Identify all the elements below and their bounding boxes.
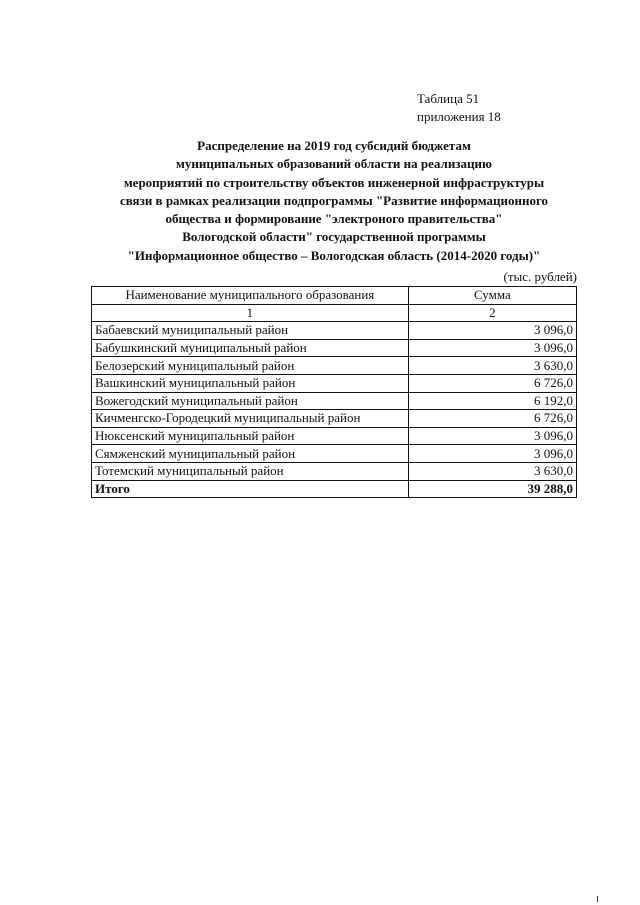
municipality-name: Вашкинский муниципальный район (92, 374, 409, 392)
subsidy-amount: 3 096,0 (408, 322, 576, 340)
title-line: связи в рамках реализации подпрограммы "Развитие информационного (119, 192, 549, 208)
table-row (92, 427, 577, 445)
subsidy-amount: 3 096,0 (408, 445, 576, 463)
subsidy-amount: 3 630,0 (408, 462, 576, 480)
subsidy-amount: 3 096,0 (408, 427, 576, 445)
title-line: Вологодской области" государственной программы (182, 229, 486, 245)
table-row (92, 322, 577, 340)
title-line: "Информационное общество – Вологодская область (2014-2020 годы)" (127, 247, 541, 263)
subsidy-amount: 6 726,0 (408, 374, 576, 392)
table-row (92, 462, 577, 480)
column-number-row (92, 304, 577, 322)
municipality-name: Тотемский муниципальный район (92, 462, 409, 480)
total-amount: 39 288,0 (408, 480, 576, 498)
title-line: муниципальных образований области на реализацию (176, 156, 492, 172)
table-row (92, 339, 577, 357)
header-municipality: Наименование муниципального образования (92, 287, 409, 305)
subsidy-table (91, 286, 577, 498)
municipality-name: Бабаевский муниципальный район (92, 322, 409, 340)
scan-artifact (597, 896, 598, 902)
municipality-name: Вожегодский муниципальный район (92, 392, 409, 410)
table-row (92, 374, 577, 392)
municipality-name: Нюксенский муниципальный район (92, 427, 409, 445)
appendix-number: приложения 18 (417, 109, 501, 124)
subsidy-amount: 6 726,0 (408, 410, 576, 428)
total-row (92, 480, 577, 498)
header-sum: Сумма (408, 287, 576, 305)
table-number: Таблица 51 (417, 91, 480, 106)
municipality-name: Бабушкинский муниципальный район (92, 339, 409, 357)
title-line: Распределение на 2019 год субсидий бюджетам (197, 138, 471, 153)
column-number: 2 (408, 304, 576, 322)
document-title (80, 137, 588, 265)
table-row (92, 357, 577, 375)
municipality-name: Кичменгско-Городецкий муниципальный район (92, 410, 409, 428)
table-row (92, 410, 577, 428)
units-label: (тыс. рублей) (503, 269, 577, 284)
municipality-name: Белозерский муниципальный район (92, 357, 409, 375)
table-reference (417, 90, 501, 126)
subsidy-amount: 6 192,0 (408, 392, 576, 410)
subsidy-amount: 3 630,0 (408, 357, 576, 375)
total-label: Итого (92, 480, 409, 498)
column-number: 1 (92, 304, 409, 322)
municipality-name: Сямженский муниципальный район (92, 445, 409, 463)
subsidy-amount: 3 096,0 (408, 339, 576, 357)
title-line: мероприятий по строительству объектов инженерной инфраструктуры (123, 174, 545, 190)
table-row (92, 392, 577, 410)
table-row (92, 445, 577, 463)
title-line: общества и формирование "электроного правительства" (165, 211, 503, 227)
table-header-row (92, 287, 577, 305)
